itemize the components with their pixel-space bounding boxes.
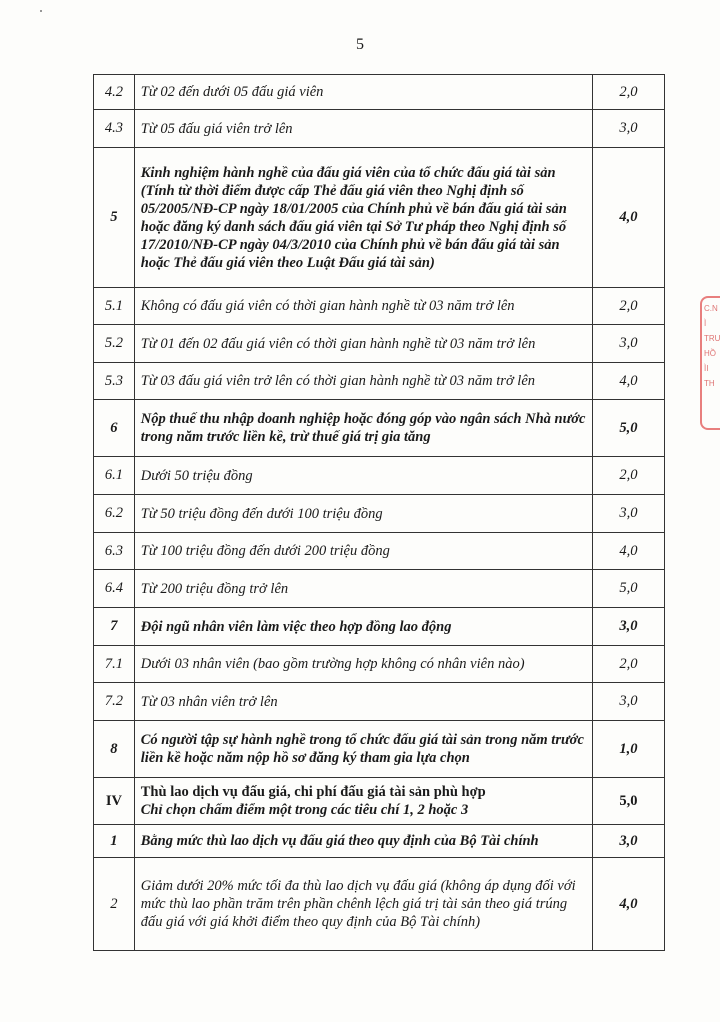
max-score: 2,0 <box>592 646 664 683</box>
criterion-text: Nộp thuế thu nhập doanh nghiệp hoặc đóng góp vào ngân sách Nhà nước trong năm trước liền kề, trừ thuế giá trị gia tăng <box>134 400 592 457</box>
table-row <box>94 400 665 457</box>
row-number: 5.1 <box>94 288 135 325</box>
table-row <box>94 683 665 721</box>
section-title: Thù lao dịch vụ đấu giá, chi phí đấu giá tài sản phù hợp <box>140 784 486 800</box>
stamp-text: C.N <box>704 304 718 313</box>
row-number: 2 <box>94 858 135 951</box>
table-row <box>94 75 665 110</box>
criterion-text: Có người tập sự hành nghề trong tổ chức đấu giá tài sản trong năm trước liền kề hoặc năm nộp hồ sơ đăng ký tham gia lựa chọn <box>134 721 592 778</box>
row-number: 1 <box>94 825 135 858</box>
max-score: 2,0 <box>592 457 664 495</box>
table-row <box>94 363 665 400</box>
max-score: 3,0 <box>592 495 664 533</box>
max-score: 3,0 <box>592 608 664 646</box>
max-score: 2,0 <box>592 75 664 110</box>
max-score: 1,0 <box>592 721 664 778</box>
criterion-text: Giảm dưới 20% mức tối đa thù lao dịch vụ đấu giá (không áp dụng đối với mức thù lao phần trăm trên phần chênh lệch giá trị tài sản theo giá trúng đấu giá với giá khởi điểm theo quy định của Bộ Tài chính) <box>134 858 592 951</box>
stamp-text: HỒ <box>704 349 716 358</box>
scan-speck <box>40 10 42 12</box>
stamp-text: ÌI <box>704 364 709 373</box>
row-number: 5.3 <box>94 363 135 400</box>
row-number: 7 <box>94 608 135 646</box>
table-row <box>94 646 665 683</box>
row-number: 6 <box>94 400 135 457</box>
table-row <box>94 533 665 570</box>
criteria-score-table <box>93 74 665 951</box>
row-number: 4.3 <box>94 110 135 148</box>
criterion-text: Kinh nghiệm hành nghề của đấu giá viên của tổ chức đấu giá tài sản (Tính từ thời điểm được cấp Thẻ đấu giá viên theo Nghị định số 05/2005/NĐ-CP ngày 18/01/2005 của Chính phủ về bán đấu giá tài sản hoặc đăng ký danh sách đấu giá viên tại Sở Tư pháp theo Nghị định số 17/2010/NĐ-CP ngày 04/3/2010 của Chính phủ về bán đấu giá tài sản hoặc Thẻ đấu giá viên theo Luật Đấu giá tài sản) <box>134 148 592 288</box>
table-row <box>94 148 665 288</box>
row-number: 6.1 <box>94 457 135 495</box>
row-number: 5 <box>94 148 135 288</box>
criterion-text: Không có đấu giá viên có thời gian hành nghề từ 03 năm trở lên <box>134 288 592 325</box>
criterion-text <box>134 778 592 825</box>
table-row <box>94 608 665 646</box>
criterion-text: Từ 01 đến 02 đấu giá viên có thời gian hành nghề từ 03 năm trở lên <box>134 325 592 363</box>
table-row <box>94 721 665 778</box>
criterion-text: Từ 03 đấu giá viên trở lên có thời gian hành nghề từ 03 năm trở lên <box>134 363 592 400</box>
max-score: 3,0 <box>592 325 664 363</box>
max-score: 3,0 <box>592 825 664 858</box>
red-stamp-fragment <box>700 296 720 430</box>
row-number: 8 <box>94 721 135 778</box>
row-number: 6.3 <box>94 533 135 570</box>
section-note: Chỉ chọn chấm điểm một trong các tiêu chí 1, 2 hoặc 3 <box>140 802 469 818</box>
max-score: 5,0 <box>592 400 664 457</box>
row-number: 4.2 <box>94 75 135 110</box>
table-row <box>94 825 665 858</box>
criterion-text: Từ 03 nhân viên trở lên <box>134 683 592 721</box>
stamp-text: TRU <box>704 334 720 343</box>
max-score: 3,0 <box>592 683 664 721</box>
table-row <box>94 325 665 363</box>
row-number: 7.1 <box>94 646 135 683</box>
criterion-text: Từ 100 triệu đồng đến dưới 200 triệu đồng <box>134 533 592 570</box>
max-score: 5,0 <box>592 778 664 825</box>
criterion-text: Dưới 03 nhân viên (bao gồm trường hợp không có nhân viên nào) <box>134 646 592 683</box>
max-score: 4,0 <box>592 858 664 951</box>
max-score: 5,0 <box>592 570 664 608</box>
criterion-text: Từ 05 đấu giá viên trở lên <box>134 110 592 148</box>
max-score: 4,0 <box>592 533 664 570</box>
table-row <box>94 457 665 495</box>
row-number: 6.4 <box>94 570 135 608</box>
stamp-text: Ì <box>704 319 707 328</box>
criterion-text: Bằng mức thù lao dịch vụ đấu giá theo quy định của Bộ Tài chính <box>134 825 592 858</box>
criterion-text: Dưới 50 triệu đồng <box>134 457 592 495</box>
table-row <box>94 288 665 325</box>
row-number: 7.2 <box>94 683 135 721</box>
criterion-text: Đội ngũ nhân viên làm việc theo hợp đồng lao động <box>134 608 592 646</box>
max-score: 3,0 <box>592 110 664 148</box>
table-row <box>94 858 665 951</box>
row-number: 6.2 <box>94 495 135 533</box>
criterion-text: Từ 200 triệu đồng trở lên <box>134 570 592 608</box>
table-row <box>94 495 665 533</box>
max-score: 2,0 <box>592 288 664 325</box>
criterion-text: Từ 50 triệu đồng đến dưới 100 triệu đồng <box>134 495 592 533</box>
table-row <box>94 570 665 608</box>
table-row <box>94 778 665 825</box>
page-number: 5 <box>356 36 364 53</box>
row-number: 5.2 <box>94 325 135 363</box>
stamp-text: TH <box>704 379 715 388</box>
max-score: 4,0 <box>592 363 664 400</box>
criterion-text: Từ 02 đến dưới 05 đấu giá viên <box>134 75 592 110</box>
table-row <box>94 110 665 148</box>
row-number: IV <box>94 778 135 825</box>
max-score: 4,0 <box>592 148 664 288</box>
